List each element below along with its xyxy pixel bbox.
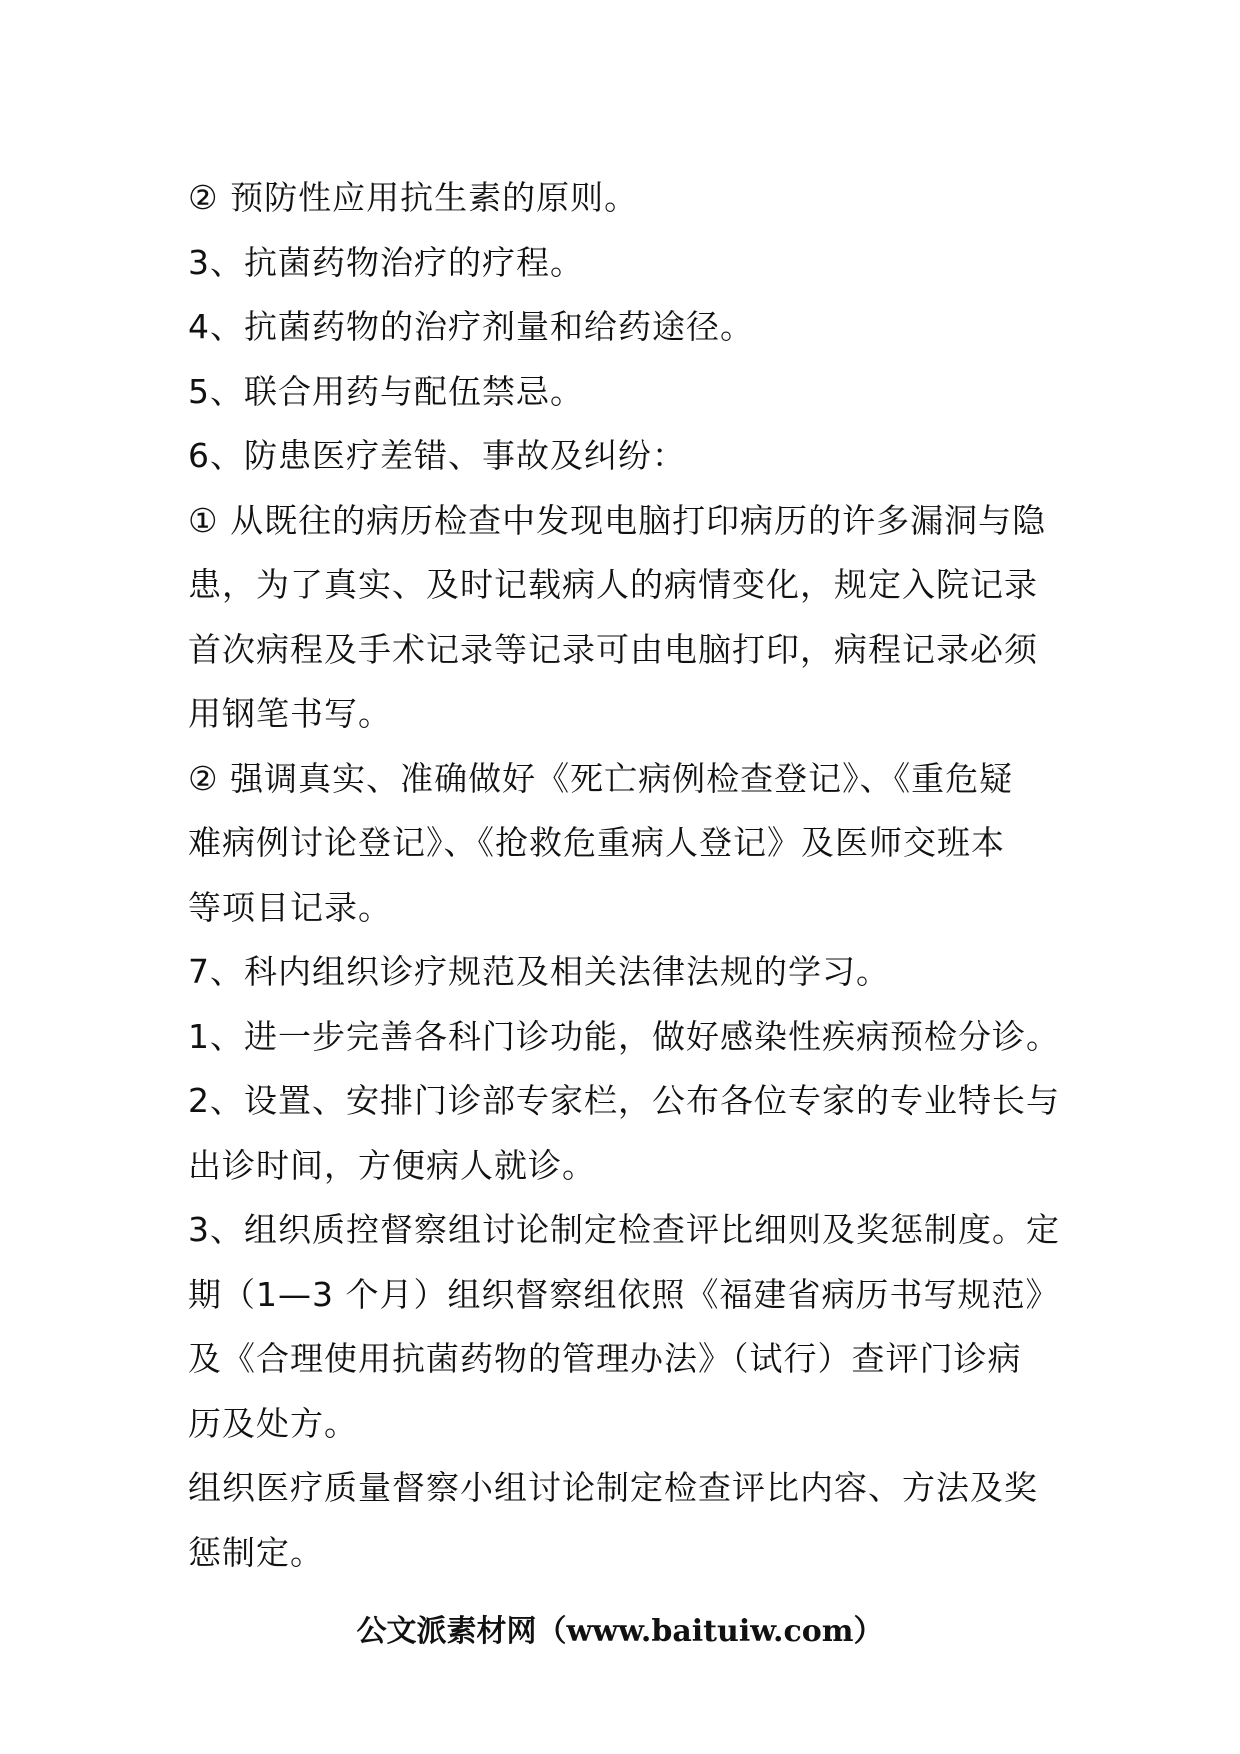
text-line: 出诊时间，方便病人就诊。	[188, 1145, 596, 1185]
text-line: 等项目记录。	[188, 887, 392, 927]
text-line: 用钢笔书写。	[188, 694, 392, 733]
text-line: 期（1—3 个月）组织督察组依照《福建省病历书写规范》	[188, 1274, 1060, 1314]
text-line: 组织医疗质量督察小组讨论制定检查评比内容、方法及奖	[188, 1468, 1038, 1507]
text-line: 4、抗菌药物的治疗剂量和给药途径。	[188, 307, 754, 346]
text-line: 难病例讨论登记》、《抢救危重病人登记》及医师交班本	[188, 823, 1005, 862]
text-line: ② 预防性应用抗生素的原则。	[188, 178, 639, 217]
text-line: ② 强调真实、准确做好《死亡病例检查登记》、《重危疑	[188, 758, 1014, 798]
text-line: ① 从既往的病历检查中发现电脑打印病历的许多漏洞与隐	[188, 500, 1047, 540]
text-line: 首次病程及手术记录等记录可由电脑打印，病程记录必须	[188, 629, 1038, 669]
text-line: 6、防患医疗差错、事故及纠纷：	[188, 436, 686, 475]
text-line: 5、联合用药与配伍禁忌。	[188, 371, 584, 411]
text-line: 历及处方。	[188, 1403, 358, 1443]
text-line: 3、抗菌药物治疗的疗程。	[188, 242, 584, 282]
text-line: 及《合理使用抗菌药物的管理办法》（试行）查评门诊病	[188, 1339, 1022, 1378]
text-line: 3、组织质控督察组讨论制定检查评比细则及奖惩制度。定	[188, 1210, 1060, 1249]
text-line: 患，为了真实、及时记载病人的病情变化，规定入院记录	[188, 565, 1038, 604]
footer-watermark-text: 公文派素材网（www.baituiw.com）	[356, 1614, 884, 1649]
document-body	[188, 166, 1058, 1585]
text-line: 惩制定。	[188, 1532, 324, 1572]
text-line: 7、科内组织诊疗规范及相关法律法规的学习。	[188, 952, 890, 991]
text-line: 2、设置、安排门诊部专家栏，公布各位专家的专业特长与	[188, 1081, 1060, 1120]
text-line: 1、进一步完善各科门诊功能，做好感染性疾病预检分诊。	[188, 1016, 1060, 1056]
